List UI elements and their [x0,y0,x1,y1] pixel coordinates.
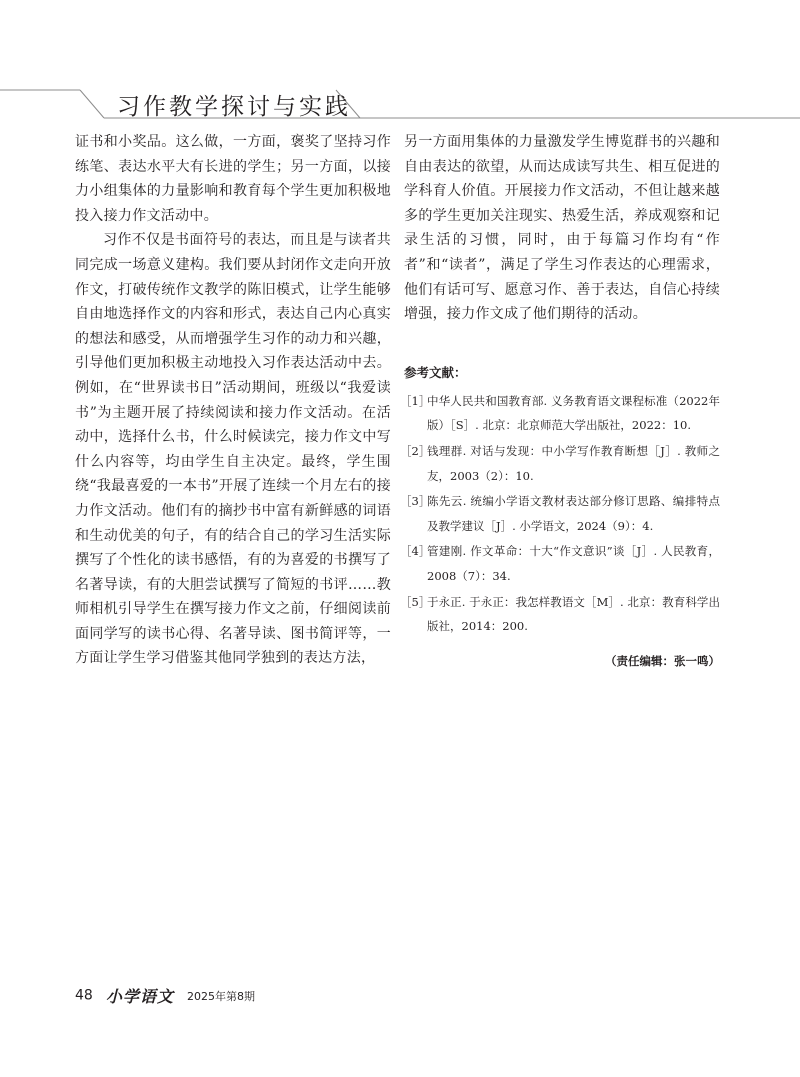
reference-number: ［2］ [400,443,431,458]
reference-text: 陈先云. 统编小学语文教材表达部分修订思路、编排特点及教学建议［J］. 小学语文，2024（9）：4. [427,494,720,533]
section-title: 习作教学探讨与实践 [117,94,351,120]
reference-text: 中华人民共和国教育部. 义务教育语文课程标准（2022年版）［S］. 北京：北京师范大学出版社，2022：10. [427,393,720,433]
reference-text: 于永正. 于永正：我怎样教语文［M］. 北京：教育科学出版社，2014：200. [427,594,720,634]
right-column [400,130,720,669]
reference-text: 管建刚. 作文革命：十大“作文意识”谈［J］. 人民教育，2008（7）：34. [427,544,720,583]
references-heading: 参考文献： [404,364,467,380]
reference-item [400,489,720,538]
reference-item [400,539,720,588]
reference-text: 钱理群. 对话与发现：中小学写作教育断想［J］. 教师之友，2003（2）：10. [427,443,720,483]
reference-item [400,389,720,438]
section-header [0,78,800,128]
reference-number: ［5］ [400,594,431,609]
issue-label: 2025年第8期 [187,989,256,1003]
reference-item [400,590,720,639]
reference-number: ［3］ [400,494,431,509]
left-column [75,130,391,671]
reference-number: ［1］ [400,393,431,408]
editor-note: （责任编辑：张一鸣） [605,653,720,668]
journal-name: 小学语文 [105,987,174,1006]
reference-number: ［4］ [400,544,431,559]
body-paragraph: 证书和小奖品。这么做，一方面，褒奖了坚持习作练笔、表达水平大有长进的学生；另一方面，以接力小组集体的力量影响和教育每个学生更加积极地投入接力作文活动中。 [75,134,391,224]
body-paragraph: 另一方面用集体的力量激发学生博览群书的兴趣和自由表达的欲望，从而达成读写共生、相互促进的学科育人价值。开展接力作文活动，不但让越来越多的学生更加关注现实、热爱生活，养成观察和记录生活的习惯，同时，由于每篇习作均有“作者”和“读者”，满足了学生习作表达的心理需求，他们有话可写、愿意习作、善于表达，自信心持续增强，接力作文成了他们期待的活动。 [404,134,720,323]
body-paragraph: 习作不仅是书面符号的表达，而且是与读者共同完成一场意义建构。我们要从封闭作文走向开放作文，打破传统作文教学的陈旧模式，让学生能够自由地选择作文的内容和形式，表达自己内心真实的想法和感受，从而增强学生习作的动力和兴趣，引导他们更加积极主动地投入习作表达活动中去。例如，在“世界读书日”活动期间，班级以“我爱读书”为主题开展了持续阅读和接力作文活动。在活动中，选择什么书，什么时候读完，接力作文中写什么内容等，均由学生自主决定。最终，学生围绕“我最喜爱的一本书”开展了连续一个月左右的接力作文活动。他们有的摘抄书中富有新鲜感的词语和生动优美的句子，有的结合自己的学习生活实际撰写了个性化的读书感悟，有的为喜爱的书撰写了名著导读，有的大胆尝试撰写了简短的书评……教师相机引导学生在撰写接力作文之前，仔细阅读前面同学写的读书心得、名著导读、图书简评等，一方面让学生学习借鉴其他同学独到的表达方法， [75,232,391,667]
page-number: 48 [75,987,93,1004]
page-footer [75,984,255,1004]
reference-item [400,439,720,488]
